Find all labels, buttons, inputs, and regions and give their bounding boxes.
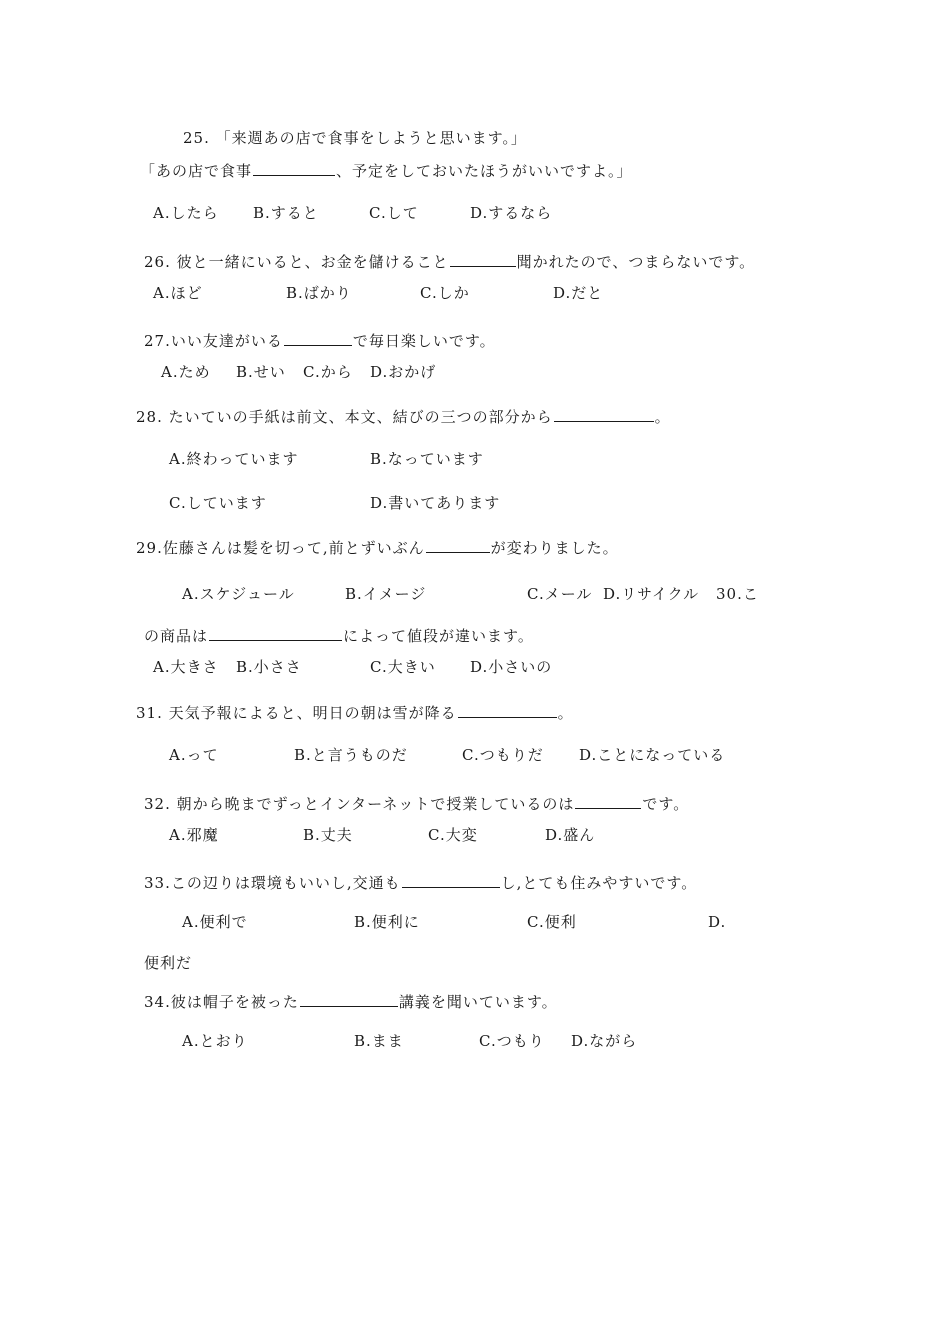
q31-option-c: C.つもりだ bbox=[462, 746, 544, 764]
q33-option-d-label: D. bbox=[708, 913, 727, 931]
q33-option-b: B.便利に bbox=[354, 913, 420, 931]
q29-option-c: C.メール bbox=[527, 585, 593, 603]
q28-stem-pre: 28. たいていの手紙は前文、本文、結びの三つの部分から bbox=[136, 408, 553, 426]
q32-option-d: D.盛ん bbox=[545, 826, 596, 844]
q27-option-d: D.おかげ bbox=[370, 363, 437, 381]
q33-option-d-text: 便利だ bbox=[144, 954, 193, 972]
q28-stem bbox=[136, 406, 671, 427]
q30-start: 30.こ bbox=[716, 585, 759, 603]
q31-blank bbox=[458, 702, 557, 718]
q26-option-b: B.ばかり bbox=[286, 284, 352, 302]
q28-option-c: C.しています bbox=[169, 494, 267, 512]
q25-blank bbox=[253, 160, 335, 176]
q28-option-d: D.書いてあります bbox=[370, 494, 501, 512]
q32-option-c: C.大変 bbox=[428, 826, 478, 844]
q30-stem-pre: の商品は bbox=[144, 627, 209, 645]
q25-line1: 25. 「来週あの店で食事をしようと思います。」 bbox=[183, 129, 527, 147]
q28-blank bbox=[554, 406, 654, 422]
q26-stem bbox=[144, 251, 755, 272]
q31-stem-post: 。 bbox=[557, 704, 574, 722]
q25-line2-pre: 「あの店で食事 bbox=[140, 162, 253, 180]
q27-stem bbox=[144, 330, 496, 351]
q31-option-a: A.って bbox=[169, 746, 219, 764]
q31-stem-pre: 31. 天気予報によると、明日の朝は雪が降る bbox=[136, 704, 457, 722]
q32-option-b: B.丈夫 bbox=[303, 826, 353, 844]
q26-stem-pre: 26. 彼と一緒にいると、お金を儲けること bbox=[144, 253, 449, 271]
q30-stem-post: によって値段が違います。 bbox=[343, 627, 534, 645]
q34-option-b: B.まま bbox=[354, 1032, 404, 1050]
q29-stem-post: が変わりました。 bbox=[490, 539, 619, 557]
q27-stem-pre: 27.いい友達がいる bbox=[144, 332, 283, 350]
q34-stem-post: 講義を聞いています。 bbox=[398, 993, 558, 1011]
q34-option-a: A.とおり bbox=[182, 1032, 248, 1050]
q30-option-c: C.大きい bbox=[370, 658, 436, 676]
q29-option-a: A.スケジュール bbox=[182, 585, 295, 603]
q32-stem-pre: 32. 朝から晩までずっとインターネットで授業しているのは bbox=[144, 795, 575, 813]
q34-stem bbox=[144, 991, 558, 1012]
q28-option-b: B.なっています bbox=[370, 450, 484, 468]
q32-stem bbox=[144, 793, 689, 814]
q25-option-c: C.して bbox=[369, 204, 419, 222]
q29-option-d: D.リサイクル bbox=[603, 585, 700, 603]
q33-blank bbox=[402, 872, 500, 888]
q34-stem-pre: 34.彼は帽子を被った bbox=[144, 993, 299, 1011]
q32-blank bbox=[575, 793, 641, 809]
q30-option-a: A.大きさ bbox=[153, 658, 219, 676]
q25-option-b: B.すると bbox=[253, 204, 319, 222]
q26-option-c: C.しか bbox=[420, 284, 470, 302]
q28-option-a: A.終わっています bbox=[169, 450, 299, 468]
q29-stem bbox=[136, 537, 619, 558]
q31-option-d: D.ことになっている bbox=[579, 746, 726, 764]
q27-stem-post: で毎日楽しいです。 bbox=[352, 332, 496, 350]
q26-option-d: D.だと bbox=[553, 284, 604, 302]
q34-blank bbox=[300, 991, 398, 1007]
q28-stem-post: 。 bbox=[654, 408, 671, 426]
q25-line2 bbox=[140, 160, 633, 181]
q33-stem-pre: 33.この辺りは環境もいいし,交通も bbox=[144, 874, 401, 892]
q26-blank bbox=[450, 251, 516, 267]
q32-option-a: A.邪魔 bbox=[169, 826, 219, 844]
q33-option-a: A.便利で bbox=[182, 913, 248, 931]
q34-option-c: C.つもり bbox=[479, 1032, 545, 1050]
q33-stem bbox=[144, 872, 697, 893]
q27-option-a: A.ため bbox=[161, 363, 211, 381]
q30-stem bbox=[144, 625, 534, 646]
q29-blank bbox=[426, 537, 490, 553]
q25-option-d: D.するなら bbox=[470, 204, 553, 222]
q29-option-b: B.イメージ bbox=[345, 585, 427, 603]
q29-stem-pre: 29.佐藤さんは髪を切って,前とずいぶん bbox=[136, 539, 425, 557]
q27-blank bbox=[284, 330, 352, 346]
q30-option-d: D.小さいの bbox=[470, 658, 553, 676]
q31-stem bbox=[136, 702, 574, 723]
q26-stem-post: 聞かれたので、つまらないです。 bbox=[516, 253, 756, 271]
q27-option-b: B.せい bbox=[236, 363, 286, 381]
q33-option-c: C.便利 bbox=[527, 913, 577, 931]
q30-blank bbox=[209, 625, 342, 641]
q26-option-a: A.ほど bbox=[153, 284, 203, 302]
q30-option-b: B.小ささ bbox=[236, 658, 302, 676]
q32-stem-post: です。 bbox=[642, 795, 690, 813]
q25-option-a: A.したら bbox=[153, 204, 219, 222]
q33-stem-post: し,とても住みやすいです。 bbox=[500, 874, 698, 892]
q25-line2-post: 、予定をしておいたほうがいいですよ。」 bbox=[336, 162, 633, 180]
q31-option-b: B.と言うものだ bbox=[294, 746, 408, 764]
q27-option-c: C.から bbox=[303, 363, 353, 381]
q34-option-d: D.ながら bbox=[571, 1032, 638, 1050]
